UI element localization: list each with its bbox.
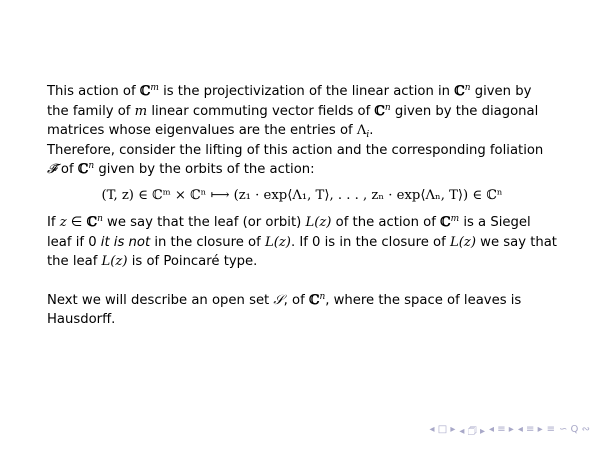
math-C: ℂ [440, 215, 451, 230]
math-exp: n [319, 291, 326, 302]
math-exp: m [450, 214, 460, 224]
math-var: m [134, 103, 148, 119]
paragraph-open-set [47, 291, 557, 330]
beamer-navigation [430, 424, 590, 441]
nav-align-button[interactable]: ≡ [546, 424, 555, 435]
nav-section-button[interactable]: ◂ 🗇 ▸ [459, 426, 486, 437]
math-leaf: L(z) [101, 254, 128, 269]
text: , where the space of leaves is Hausdorff. [47, 292, 522, 327]
nav-subsection-button[interactable]: ◂ ≡ ▸ [489, 424, 514, 435]
math-C: ℂ [454, 84, 465, 99]
math-exp: n [464, 83, 471, 93]
paragraph-action [47, 82, 557, 141]
math-C: ℂ [77, 162, 89, 177]
text: Therefore, consider the lifting of this action and the corresponding foliation [47, 142, 544, 158]
math-exp: n [97, 214, 103, 224]
text: we say that the leaf [47, 234, 557, 269]
math-C: ℂ [139, 84, 151, 99]
math-foliation: 𝓕̃ [47, 162, 57, 177]
text: is of Poincaré type. [127, 254, 258, 269]
text: is a Siegel leaf if 0 [47, 215, 531, 250]
math-exp: n [384, 102, 391, 113]
text: linear commuting vector fields of [147, 103, 375, 119]
spacer [47, 272, 557, 291]
math-leaf: L(z) [305, 215, 332, 230]
text: given by the diagonal matrices whose eigenvalues are the entries of [47, 103, 539, 138]
math-var: z [59, 215, 67, 230]
nav-subsubsection-button[interactable]: ◂ ≡ ▸ [517, 424, 543, 435]
paragraph-lifting [47, 141, 557, 180]
math-C: ℂ [374, 103, 385, 119]
text: given by the orbits of the action: [94, 162, 315, 177]
text: ∈ [66, 215, 87, 230]
math-C: ℂ [86, 215, 98, 230]
text: is the projectivization of the linear action in [158, 84, 455, 99]
text: . [369, 123, 374, 138]
math-set: 𝒮 [273, 292, 284, 308]
math-leaf: L(z) [449, 234, 476, 250]
text: . If 0 is in the closure of [290, 234, 450, 250]
display-equation: (T, z) ∈ ℂᵐ × ℂⁿ ⟼ (z₁ · exp⟨Λ₁, T⟩, . . . , zₙ · exp⟨Λₙ, T⟩) ∈ ℂⁿ [101, 187, 503, 203]
slide-body [47, 82, 557, 330]
math-exp: m [150, 83, 159, 93]
text: we say that the leaf (or orbit) [102, 215, 306, 230]
math-leaf: L(z) [264, 234, 291, 250]
nav-search-button[interactable]: ∽ Q ∾ [559, 424, 590, 435]
text: Next we will describe an open set [47, 292, 274, 308]
text: of the action of [331, 215, 441, 230]
math-lambda: Λ [356, 123, 367, 138]
text: in the closure of [150, 234, 265, 250]
text: If [47, 215, 60, 230]
text: given by the family of [47, 84, 532, 119]
paragraph-siegel [47, 213, 557, 272]
text: of [56, 162, 78, 177]
math-sub: i [366, 130, 370, 140]
emphasis-text: it is not [100, 234, 151, 250]
math-C: ℂ [308, 292, 320, 308]
nav-frame-button[interactable]: ◂ □ ▸ [429, 424, 456, 435]
text: This action of [47, 84, 140, 99]
math-exp: n [88, 161, 95, 171]
text: , of [283, 292, 309, 308]
